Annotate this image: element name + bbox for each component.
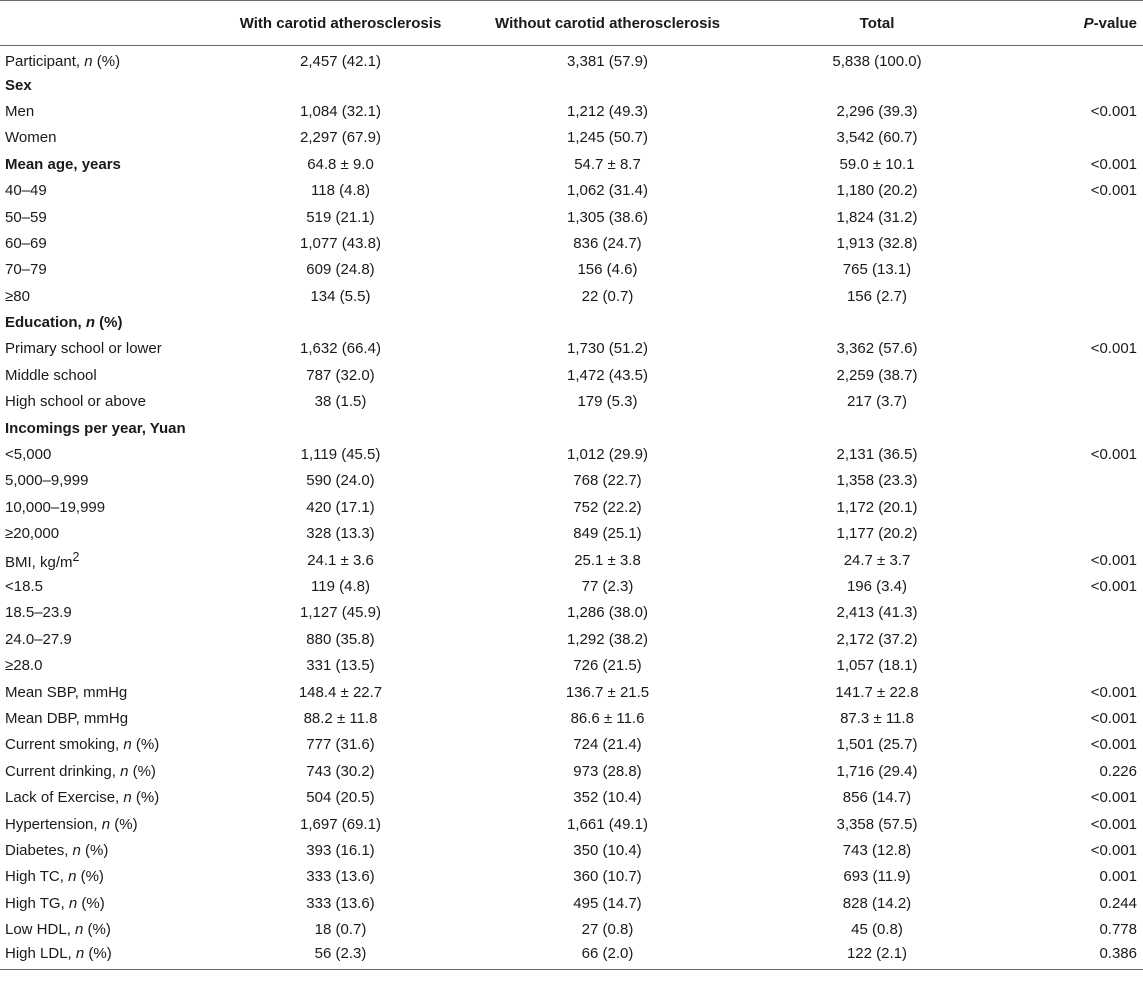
label-suffix: (%) (83, 921, 111, 939)
cell-p-value (1012, 494, 1143, 520)
header-variable (0, 1, 208, 46)
header-p-letter: P (1083, 14, 1094, 32)
row-label (0, 389, 208, 415)
row-label (0, 864, 208, 890)
cell-p-value (1012, 389, 1143, 415)
table-row (0, 732, 1143, 758)
header-total: Total (742, 1, 1012, 46)
row-label (0, 600, 208, 626)
cell-with-carotid: 328 (13.3) (306, 525, 375, 543)
table-row (0, 758, 1143, 784)
label-text: Men (5, 102, 35, 120)
label-text: Middle school (5, 366, 97, 384)
label-text: Mean SBP, mmHg (5, 683, 128, 701)
cell-p-value (1012, 230, 1143, 256)
cell-with-carotid (208, 72, 473, 98)
cell-without-carotid: 350 (10.4) (573, 841, 642, 859)
cell-total: 856 (14.7) (842, 789, 912, 807)
row-label (0, 916, 208, 942)
cell-without-carotid: 1,062 (31.4) (567, 182, 648, 200)
label-text: Primary school or lower (5, 340, 162, 358)
row-label (0, 441, 208, 467)
table-row (0, 573, 1143, 599)
cell-without-carotid: 726 (21.5) (573, 657, 642, 675)
row-label (0, 652, 208, 678)
cell-with-carotid: 333 (13.6) (306, 894, 375, 912)
cell-with-carotid (208, 415, 473, 441)
table-row (0, 230, 1143, 256)
cell-without-carotid: 77 (2.3) (581, 578, 634, 595)
cell-p-value (1012, 626, 1143, 652)
cell-p-value (1012, 283, 1143, 309)
label-text: High LDL, (5, 945, 76, 963)
cell-without-carotid: 360 (10.7) (573, 868, 642, 886)
cell-p-value: <0.001 (1090, 446, 1137, 464)
cell-without-carotid: 495 (14.7) (573, 894, 642, 912)
table-row (0, 362, 1143, 388)
label-suffix: (%) (131, 736, 160, 754)
cell-total: 59.0 ± 10.1 (839, 155, 915, 173)
row-label (0, 204, 208, 230)
label-text: High TC, (5, 868, 69, 886)
row-label (0, 468, 208, 494)
cell-total: 1,172 (20.1) (836, 498, 918, 516)
cell-p-value: <0.001 (1090, 815, 1137, 833)
cell-without-carotid: 724 (21.4) (573, 736, 642, 754)
cell-total: 2,172 (37.2) (836, 630, 918, 648)
table-row (0, 890, 1143, 916)
cell-with-carotid: 609 (24.8) (306, 261, 375, 279)
cell-p-value (1012, 468, 1143, 494)
cell-without-carotid: 1,286 (38.0) (567, 604, 648, 622)
cell-with-carotid: 880 (35.8) (306, 630, 375, 648)
table-row (0, 943, 1143, 969)
cell-without-carotid: 768 (22.7) (573, 472, 642, 490)
cell-without-carotid: 1,245 (50.7) (567, 129, 648, 147)
label-text: 10,000–19,999 (5, 498, 106, 516)
cell-with-carotid: 134 (5.5) (310, 287, 371, 305)
cell-p-value (1012, 415, 1143, 441)
label-text: 24.0–27.9 (5, 630, 72, 648)
cell-p-value: <0.001 (1090, 683, 1137, 701)
row-label (0, 494, 208, 520)
label-italic-n: n (101, 815, 111, 833)
table-row (0, 204, 1143, 230)
cell-total: 2,131 (36.5) (836, 446, 918, 464)
cell-without-carotid: 1,305 (38.6) (567, 208, 648, 226)
label-text: Incomings per year, Yuan (5, 419, 186, 437)
section-row (0, 151, 1143, 177)
cell-p-value: 0.778 (1099, 921, 1137, 939)
row-label (0, 98, 208, 124)
cell-p-value: <0.001 (1090, 841, 1137, 859)
label-text: Women (5, 129, 57, 147)
label-suffix: (%) (76, 868, 104, 886)
table-row (0, 177, 1143, 203)
label-suffix: (%) (92, 53, 121, 71)
table-row (0, 46, 1143, 72)
cell-without-carotid: 352 (10.4) (573, 789, 642, 807)
cell-without-carotid: 973 (28.8) (573, 762, 642, 780)
cell-with-carotid: 1,127 (45.9) (300, 604, 381, 622)
table-row (0, 705, 1143, 731)
row-label (0, 732, 208, 758)
table-row (0, 679, 1143, 705)
label-text: ≥20,000 (5, 525, 60, 543)
label-text: ≥28.0 (5, 657, 43, 675)
row-label (0, 309, 208, 335)
cell-with-carotid: 393 (16.1) (306, 841, 375, 859)
cell-p-value (1012, 46, 1143, 72)
row-label (0, 705, 208, 731)
cell-p-value (1012, 309, 1143, 335)
cell-with-carotid: 333 (13.6) (306, 868, 375, 886)
cell-p-value: <0.001 (1090, 102, 1137, 120)
label-italic-n: n (68, 868, 77, 886)
cell-p-value: <0.001 (1090, 789, 1137, 807)
cell-without-carotid: 156 (4.6) (577, 261, 638, 279)
cell-with-carotid: 119 (4.8) (311, 578, 370, 595)
cell-p-value: <0.001 (1090, 551, 1137, 569)
label-text: High TG, (5, 894, 69, 912)
cell-without-carotid: 66 (2.0) (473, 943, 742, 969)
label-suffix: (%) (77, 894, 105, 912)
label-italic-n: n (123, 736, 132, 754)
table-row (0, 521, 1143, 547)
row-label (0, 257, 208, 283)
row-label (0, 151, 208, 177)
cell-with-carotid: 1,632 (66.4) (300, 340, 381, 358)
cell-without-carotid: 849 (25.1) (573, 525, 642, 543)
header-p-suffix: -value (1093, 14, 1137, 32)
table-body (0, 46, 1143, 970)
cell-total: 1,501 (25.7) (836, 736, 918, 754)
label-text: <18.5 (5, 578, 43, 595)
label-suffix: (%) (128, 762, 156, 780)
table-row (0, 837, 1143, 863)
cell-without-carotid: 752 (22.2) (573, 498, 642, 516)
row-label (0, 943, 208, 969)
cell-total: 87.3 ± 11.8 (840, 709, 914, 727)
row-label (0, 177, 208, 203)
cell-with-carotid: 38 (1.5) (314, 393, 367, 411)
cell-with-carotid (208, 309, 473, 335)
cell-total: 1,824 (31.2) (836, 208, 918, 226)
row-label (0, 811, 208, 837)
cell-without-carotid (473, 415, 742, 441)
label-text: Diabetes, (5, 841, 73, 859)
cell-total: 2,296 (39.3) (836, 102, 918, 120)
cell-with-carotid: 1,119 (45.5) (300, 446, 381, 464)
row-label (0, 758, 208, 784)
row-label (0, 415, 208, 441)
cell-total: 693 (11.9) (843, 868, 911, 886)
label-italic-n: n (72, 841, 81, 859)
row-label (0, 679, 208, 705)
cell-total: 217 (3.7) (846, 393, 908, 411)
cell-with-carotid: 88.2 ± 11.8 (303, 709, 378, 727)
section-row (0, 309, 1143, 335)
label-text: Participant, (5, 53, 85, 71)
table-row (0, 441, 1143, 467)
cell-total (742, 309, 1012, 335)
row-label (0, 230, 208, 256)
table-row (0, 468, 1143, 494)
row-label (0, 547, 208, 573)
label-italic-n: n (75, 945, 85, 963)
label-italic-n: n (68, 894, 78, 912)
label-text: 50–59 (5, 208, 47, 226)
cell-total: 1,177 (20.2) (836, 525, 918, 543)
row-label (0, 362, 208, 388)
label-superscript: 2 (72, 549, 80, 564)
table-row (0, 283, 1143, 309)
cell-total: 3,358 (57.5) (836, 815, 918, 833)
table-row (0, 864, 1143, 890)
cell-p-value (1012, 600, 1143, 626)
cell-with-carotid: 18 (0.7) (314, 921, 367, 939)
row-label (0, 784, 208, 810)
table-row (0, 652, 1143, 678)
table-row (0, 547, 1143, 573)
row-label (0, 125, 208, 151)
label-text: 18.5–23.9 (5, 604, 72, 622)
cell-with-carotid: 1,077 (43.8) (300, 234, 381, 252)
cell-total: 1,358 (23.3) (836, 472, 918, 490)
cell-total: 2,413 (41.3) (836, 604, 918, 622)
table-row (0, 98, 1143, 124)
row-label (0, 72, 208, 98)
cell-with-carotid: 2,297 (67.9) (300, 129, 381, 147)
cell-without-carotid: 3,381 (57.9) (567, 53, 648, 71)
cell-total: 24.7 ± 3.7 (843, 551, 911, 569)
label-text: Lack of Exercise, (5, 789, 124, 807)
row-label (0, 521, 208, 547)
cell-total: 196 (3.4) (846, 578, 908, 595)
cell-with-carotid: 743 (30.2) (306, 762, 375, 780)
cell-without-carotid: 179 (5.3) (577, 393, 638, 411)
cell-total: 3,362 (57.6) (836, 340, 918, 358)
cell-without-carotid: 27 (0.8) (581, 921, 634, 939)
label-text: Mean DBP, mmHg (5, 709, 129, 727)
cell-without-carotid: 1,472 (43.5) (567, 366, 648, 384)
table-row (0, 811, 1143, 837)
cell-total: 122 (2.1) (742, 943, 1012, 969)
cell-p-value: 0.244 (1099, 894, 1137, 912)
cell-without-carotid: 22 (0.7) (581, 287, 634, 305)
cell-without-carotid: 1,292 (38.2) (567, 630, 648, 648)
section-row (0, 72, 1143, 98)
cell-total: 3,542 (60.7) (836, 129, 918, 147)
label-text: <5,000 (5, 446, 52, 464)
label-text: 60–69 (5, 234, 47, 252)
label-suffix: (%) (131, 789, 160, 807)
cell-p-value: <0.001 (1090, 340, 1137, 358)
cell-total: 45 (0.8) (851, 921, 903, 939)
cell-with-carotid: 56 (2.3) (208, 943, 473, 969)
cell-total: 1,180 (20.2) (836, 182, 918, 200)
cell-total: 765 (13.1) (842, 261, 912, 279)
cell-without-carotid: 1,212 (49.3) (567, 102, 648, 120)
table-row (0, 784, 1143, 810)
cell-total: 1,913 (32.8) (836, 234, 918, 252)
label-text: High school or above (5, 393, 146, 411)
cell-p-value: 0.226 (1099, 762, 1137, 780)
cell-p-value: 0.386 (1012, 943, 1143, 969)
cell-with-carotid: 24.1 ± 3.6 (307, 551, 374, 569)
cell-p-value: 0.001 (1099, 868, 1137, 886)
table-row (0, 125, 1143, 151)
label-text: Low HDL, (5, 921, 76, 939)
cell-without-carotid: 25.1 ± 3.8 (574, 551, 641, 569)
table-row (0, 626, 1143, 652)
label-italic-n: n (85, 314, 96, 332)
cell-p-value: <0.001 (1090, 736, 1137, 754)
cell-p-value (1012, 521, 1143, 547)
cell-with-carotid: 64.8 ± 9.0 (307, 155, 374, 173)
table-row (0, 389, 1143, 415)
cell-without-carotid: 1,661 (49.1) (567, 815, 648, 833)
cell-total: 5,838 (100.0) (832, 53, 922, 71)
cell-with-carotid: 777 (31.6) (306, 736, 375, 754)
cell-with-carotid: 1,697 (69.1) (300, 815, 381, 833)
section-row (0, 415, 1143, 441)
cell-with-carotid: 787 (32.0) (306, 366, 375, 384)
table-header (0, 1, 1143, 46)
label-text: Education, (5, 314, 86, 332)
header-p-value (1012, 1, 1143, 46)
table-row (0, 494, 1143, 520)
cell-p-value (1012, 125, 1143, 151)
row-label (0, 283, 208, 309)
label-suffix: (%) (95, 314, 123, 332)
cell-p-value (1012, 204, 1143, 230)
cell-p-value (1012, 72, 1143, 98)
cell-with-carotid: 118 (4.8) (311, 182, 370, 200)
label-suffix: (%) (80, 841, 109, 859)
cell-with-carotid: 590 (24.0) (306, 472, 375, 490)
cell-p-value: <0.001 (1090, 155, 1137, 173)
label-text: BMI, kg/m (5, 553, 73, 571)
cell-with-carotid: 420 (17.1) (306, 498, 375, 516)
cell-without-carotid (473, 309, 742, 335)
cell-without-carotid (473, 72, 742, 98)
cell-without-carotid: 836 (24.7) (573, 234, 642, 252)
label-text: 5,000–9,999 (5, 472, 89, 490)
row-label (0, 573, 208, 599)
label-italic-n: n (123, 789, 132, 807)
cell-total (742, 415, 1012, 441)
label-italic-n: n (75, 921, 84, 939)
cell-with-carotid: 2,457 (42.1) (300, 53, 381, 71)
cell-with-carotid: 148.4 ± 22.7 (298, 683, 383, 701)
header-with-carotid: With carotid atherosclerosis (208, 1, 473, 46)
header-without-carotid: Without carotid atherosclerosis (473, 1, 742, 46)
cell-with-carotid: 519 (21.1) (306, 208, 375, 226)
cell-p-value (1012, 652, 1143, 678)
cell-p-value (1012, 257, 1143, 283)
label-text: 70–79 (5, 261, 47, 279)
cell-p-value (1012, 362, 1143, 388)
label-italic-n: n (120, 762, 129, 780)
row-label (0, 890, 208, 916)
cell-total: 156 (2.7) (846, 287, 908, 305)
row-label (0, 336, 208, 362)
cell-with-carotid: 1,084 (32.1) (300, 102, 381, 120)
table-row (0, 257, 1143, 283)
label-text: Sex (5, 76, 32, 94)
table-row (0, 336, 1143, 362)
cell-with-carotid: 504 (20.5) (306, 789, 375, 807)
cell-without-carotid: 136.7 ± 21.5 (565, 683, 650, 701)
cell-total: 1,716 (29.4) (836, 762, 918, 780)
cell-p-value: <0.001 (1090, 578, 1137, 595)
label-text: Current smoking, (5, 736, 124, 754)
cell-total: 141.7 ± 22.8 (835, 683, 919, 701)
label-text: Mean age, years (5, 155, 121, 173)
cell-p-value: <0.001 (1090, 709, 1137, 727)
cell-without-carotid: 1,012 (29.9) (567, 446, 648, 464)
cell-total: 743 (12.8) (842, 841, 912, 859)
header-row (0, 1, 1143, 46)
cell-total (742, 72, 1012, 98)
cell-without-carotid: 1,730 (51.2) (567, 340, 648, 358)
label-suffix: (%) (84, 945, 112, 963)
cell-total: 1,057 (18.1) (836, 657, 918, 675)
table-row (0, 600, 1143, 626)
cell-total: 828 (14.2) (842, 894, 912, 912)
label-suffix: (%) (110, 815, 138, 833)
label-text: ≥80 (5, 287, 30, 305)
row-label (0, 626, 208, 652)
label-italic-n: n (84, 53, 93, 71)
label-text: Hypertension, (5, 815, 102, 833)
row-label (0, 837, 208, 863)
cell-p-value: <0.001 (1090, 182, 1137, 200)
cell-without-carotid: 86.6 ± 11.6 (570, 709, 645, 727)
cell-total: 2,259 (38.7) (836, 366, 918, 384)
label-text: Current drinking, (5, 762, 121, 780)
row-label (0, 46, 208, 72)
table-row (0, 916, 1143, 942)
label-text: 40–49 (5, 182, 47, 200)
cell-without-carotid: 54.7 ± 8.7 (574, 155, 641, 173)
cell-with-carotid: 331 (13.5) (306, 657, 375, 675)
